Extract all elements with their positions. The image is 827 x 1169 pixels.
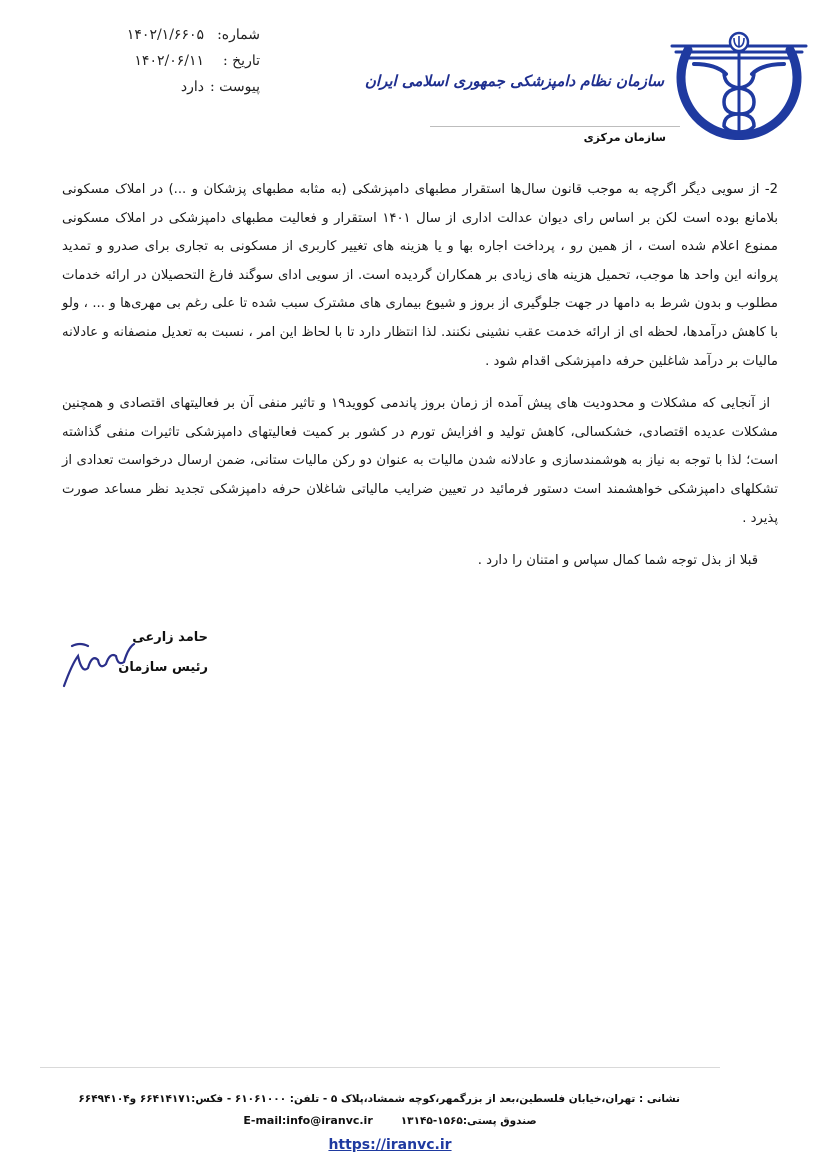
letter-date-label: تاریخ :: [222, 53, 260, 69]
footer-email[interactable]: E-mail:info@iranvc.ir: [243, 1114, 373, 1127]
letter-attachment-label: پیوست :: [210, 79, 260, 95]
letter-number-label: شماره:: [217, 27, 260, 43]
signer-name: حامد زارعی: [132, 630, 208, 645]
organization-name: سازمان نظام دامپزشکی جمهوری اسلامی ایران: [364, 72, 664, 90]
body-paragraph-2: از آنجایی که مشکلات و محدودیت های پیش آمده از زمان بروز پاندمی کووید۱۹ و تاثیر منفی آن بر فعالیتهای اقتصادی و همچنین مشکلات عدیده اقتصادی، خشکسالی، کاهش تولید و افزایش تورم در کشور بر کمیت فعالیتهای دامپزشکی تاثیرات منفی گذاشته است؛ لذا با توجه به نیاز به هوشمندسازی و عادلانه شدن مالیات به عنوان دو رکن مالیات ستانی، ضمن ارسال درخواست تعدادی از تشکلهای دامپزشکی خواهشمند است دستور فرمائید در تعیین ضرایب مالیاتی شاغلان حرفه دامپزشکی تجدید نظر مساعد صورت پذیرد .: [62, 396, 778, 526]
caduceus-wings-emblem-icon: [666, 28, 812, 140]
letter-number-row: [100, 22, 260, 48]
closing-line: قبلا از بذل توجه شما کمال سپاس و امتنان را دارد .: [477, 553, 758, 569]
footer-website-line: [100, 1132, 680, 1154]
letter-date-row: [100, 48, 260, 74]
footer-contact-line: [100, 1110, 680, 1132]
website-link[interactable]: https://iranvc.ir: [328, 1137, 452, 1153]
footer-divider: [40, 1067, 720, 1068]
organization-unit: سازمان مرکزی: [583, 131, 666, 144]
letterhead-footer: [78, 1088, 680, 1154]
body-paragraph-1: 2- از سویی دیگر اگرچه به موجب قانون سال‌ها استقرار مطبهای دامپزشکی (به مثابه مطبهای پزشکان و ...) در املاک مسکونی بلامانع بوده است لکن بر اساس رای دیوان عدالت اداری از سال ۱۴۰۱ استقرار و فعالیت مطبهای دامپزشکی در املاک مسکونی ممنوع اعلام شده است ، از همین رو ، پرداخت اجاره بها و یا هزینه های تغییر کاربری از مسکونی به تجاری برای صدرو و تمدید پروانه این واحد ها موجب، تحمیل هزینه های زیادی بر همکاران گردیده است. از سویی ادای سوگند فارغ التحصیلان در ارائه خدمات مطلوب و بدون شرط به دامها در جهت جلوگیری از بروز و شیوع بیماری های مشترک سبب شده تا علی رغم بی مهری‌ها و ... ، ولو با کاهش درآمدها، لحظه ای از ارائه خدمت عقب نشینی نکنند. لذا انتظار دارد تا با لحاظ این امر ، نسبت به تعدیل منصفانه و عادلانه مالیات بر درآمد شاغلین حرفه دامپزشکی اقدام شود .: [62, 182, 778, 369]
header-divider: [430, 126, 680, 127]
letter-body: [62, 176, 778, 576]
letter-date-value: ۱۴۰۲/۰۶/۱۱: [134, 53, 204, 69]
signature-block: [58, 626, 208, 692]
letter-attachment-value: دارد: [180, 79, 204, 95]
handwritten-signature-icon: [58, 634, 138, 690]
signer-title: رئیس سازمان: [118, 660, 208, 675]
letter-meta: [100, 22, 260, 100]
footer-po-box: صندوق پستی:۱۵۶۵-۱۳۱۴۵: [400, 1115, 537, 1127]
footer-address: نشانی : تهران،خیابان فلسطین،بعد از بزرگمهر،کوچه شمشاد،پلاک ۵ - تلفن: ۶۱۰۶۱۰۰۰ - فکس:۶۶۴۱۴۱۷۱ و۶۶۴۹۴۱۰۴: [78, 1093, 680, 1105]
letter-number-value: ۱۴۰۲/۱/۶۶۰۵: [126, 27, 204, 43]
letter-attachment-row: [100, 74, 260, 100]
